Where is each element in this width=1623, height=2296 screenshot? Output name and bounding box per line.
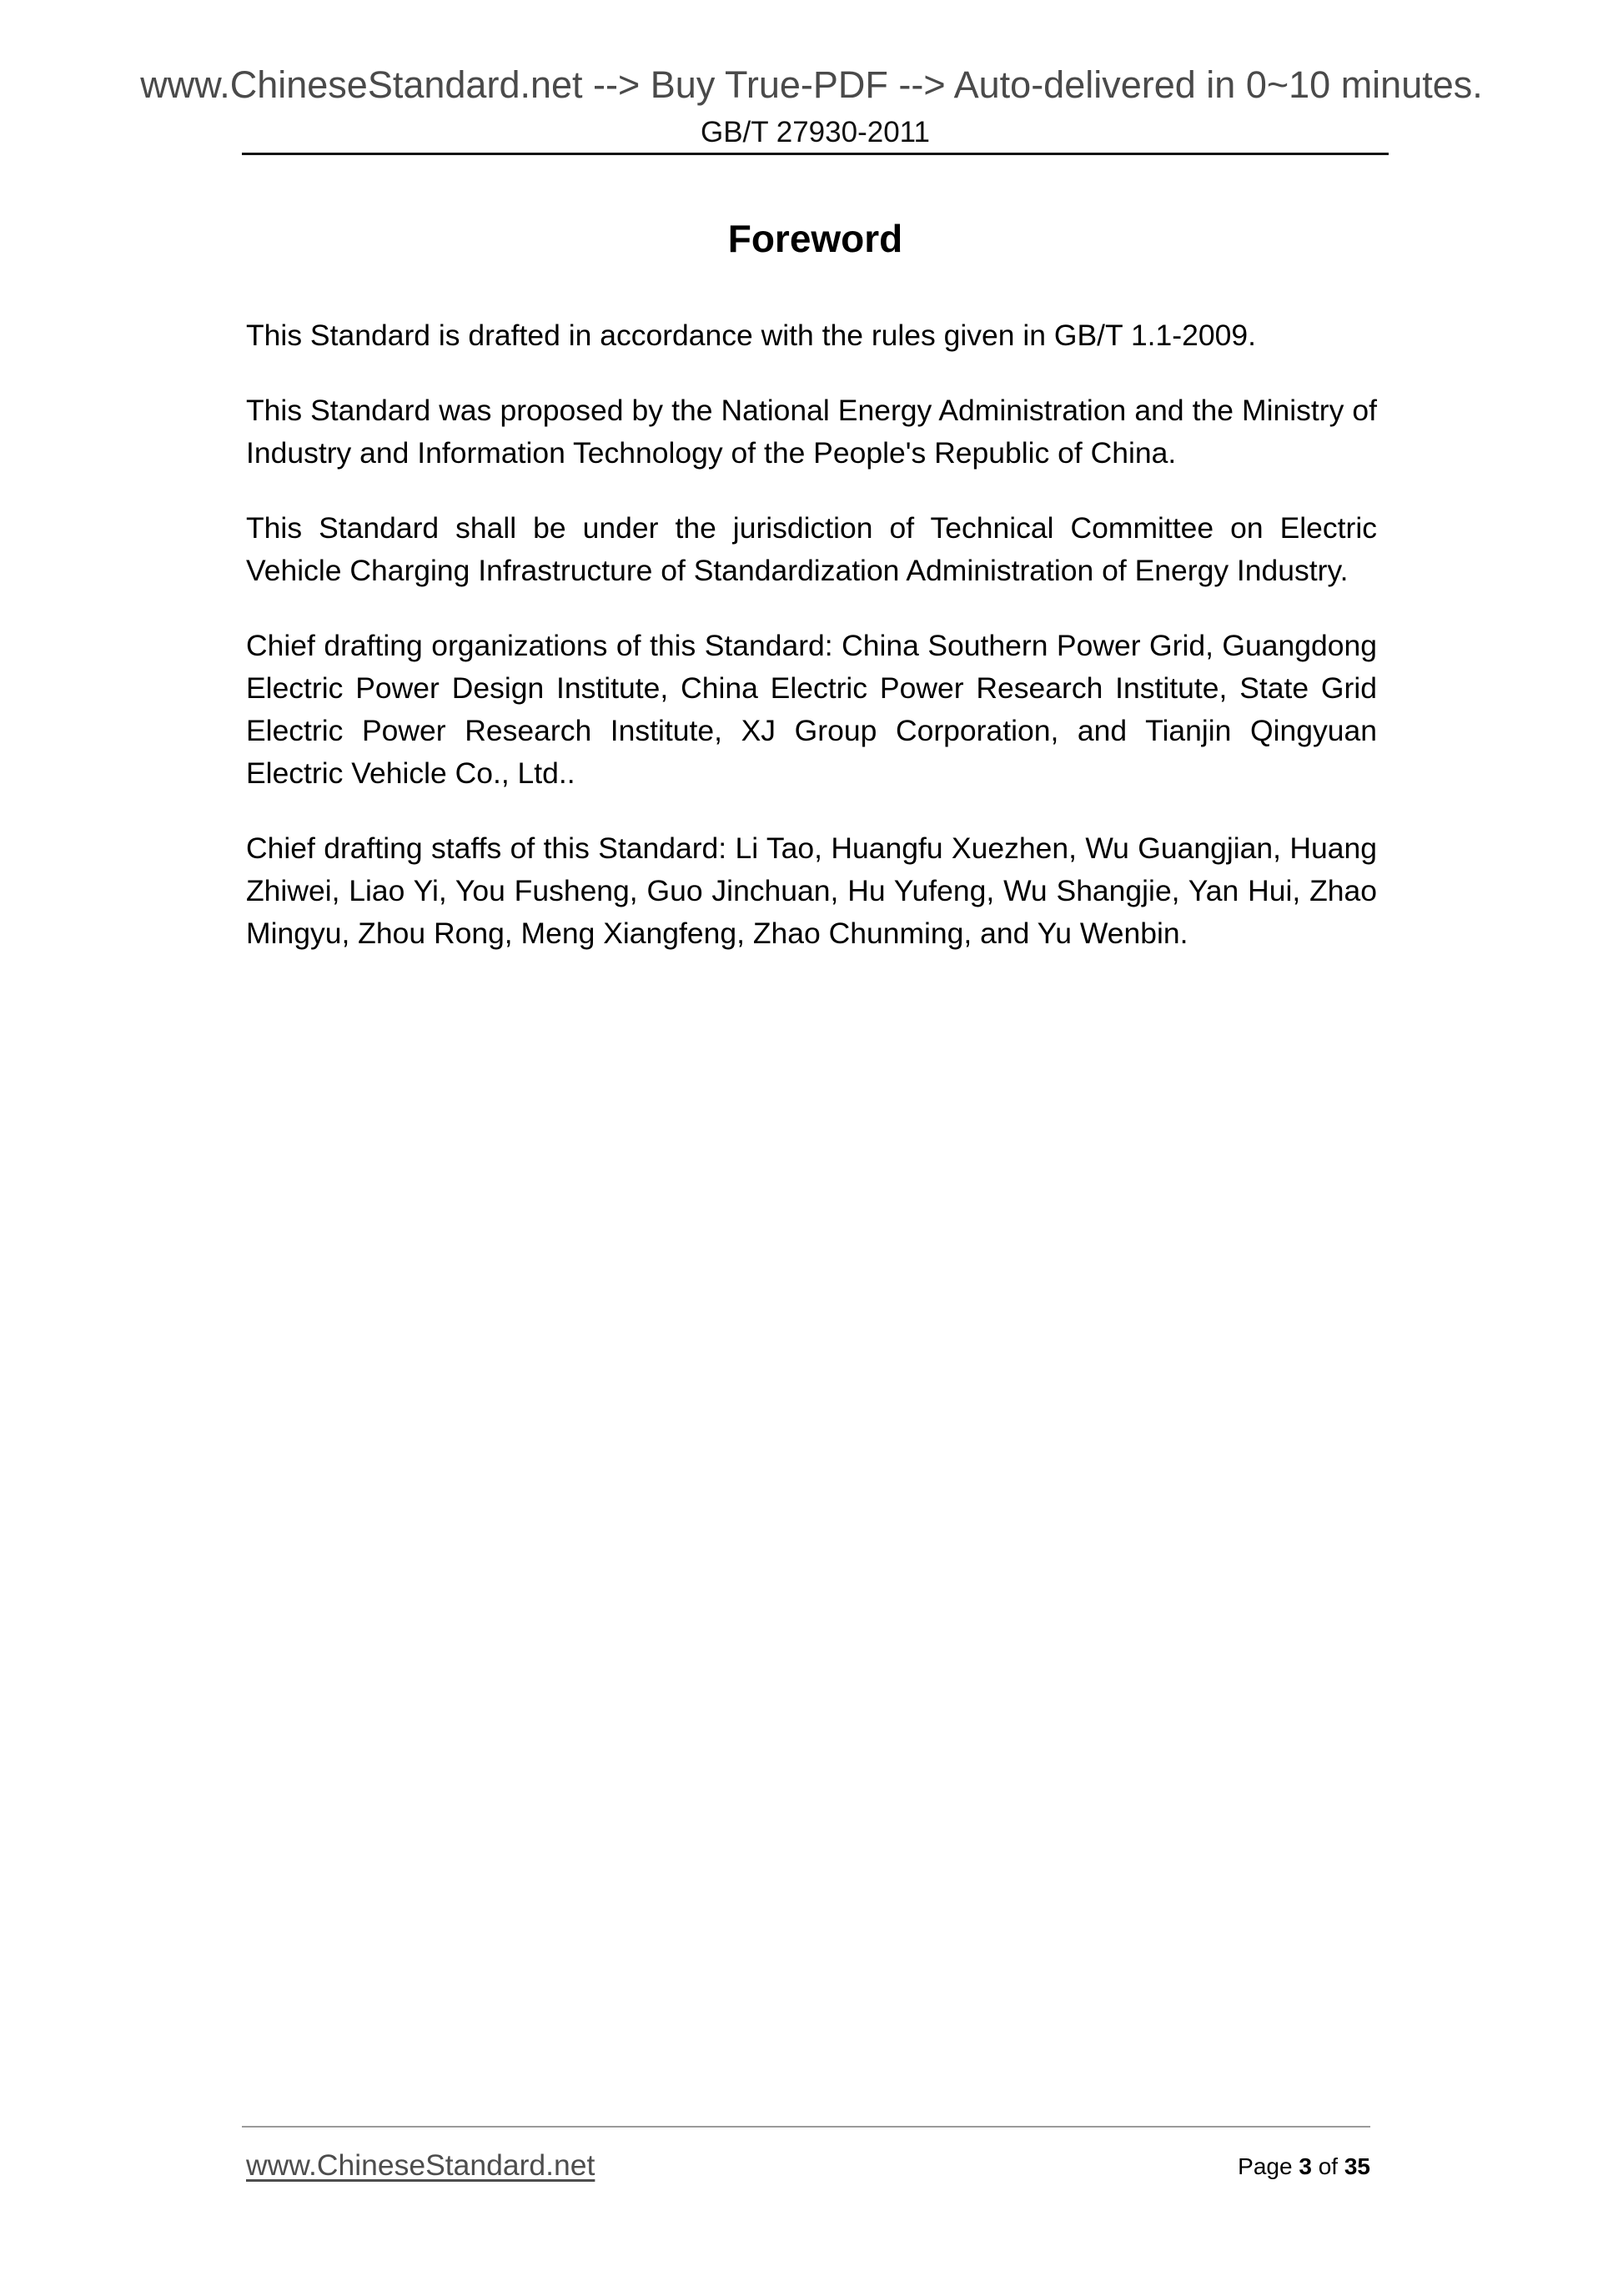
paragraph-jurisdiction: This Standard shall be under the jurisdiction of Technical Committee on Electric Vehicle Charging Infrastructure of Standardization Administration of Energy Industry.: [246, 511, 1377, 587]
footer-divider: [242, 2126, 1370, 2128]
page-number: [1238, 2152, 1370, 2182]
page-prefix: Page: [1238, 2153, 1299, 2179]
paragraph-drafting-organizations: Chief drafting organizations of this Standard: China Southern Power Grid, Guangdong Electric Power Design Institute, China Electric Power Research Institute, State Grid Electric Power Research Institute, XJ Group Corporation, and Tianjin Qingyuan Electric Vehicle Co., Ltd..: [246, 629, 1377, 790]
document-code: GB/T 27930-2011: [700, 116, 930, 148]
paragraph-proposed-by: This Standard was proposed by the National Energy Administration and the Ministry of Industry and Information Technology of the People's Republic of China.: [246, 394, 1377, 470]
paragraph-drafting-staffs: Chief drafting staffs of this Standard: Li Tao, Huangfu Xuezhen, Wu Guangjian, Huang Zhiwei, Liao Yi, You Fusheng, Guo Jinchuan, Hu Yufeng, Wu Shangjie, Yan Hui, Zhao Mingyu, Zhou Rong, Meng Xiangfeng, Zhao Chunming, and Yu Wenbin.: [246, 831, 1377, 950]
foreword-body: [246, 314, 1377, 987]
promo-banner: www.ChineseStandard.net --> Buy True-PDF --> Auto-delivered in 0~10 minutes.: [140, 63, 1483, 106]
page-current: 3: [1299, 2153, 1312, 2179]
page-title: Foreword: [727, 217, 903, 260]
page-total: 35: [1344, 2153, 1370, 2179]
page-of: of: [1311, 2153, 1344, 2179]
footer-website-link[interactable]: www.ChineseStandard.net: [246, 2148, 595, 2182]
header-divider: [242, 153, 1389, 155]
paragraph-drafting-rules: This Standard is drafted in accordance with the rules given in GB/T 1.1-2009.: [246, 319, 1256, 352]
